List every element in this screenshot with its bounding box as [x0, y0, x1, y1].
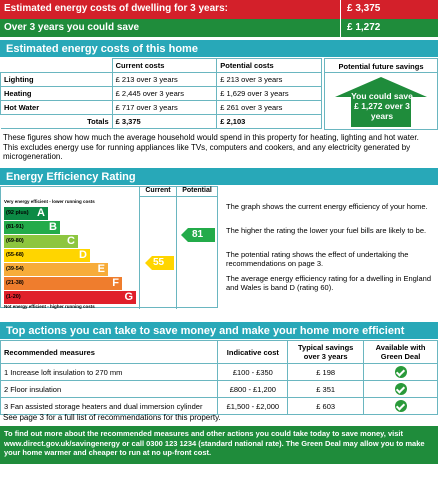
estimated-cost-label: Estimated energy costs of dwelling for 3 years: — [4, 3, 228, 14]
total-current: £ 3,375 — [112, 115, 217, 129]
actions-table — [0, 340, 438, 415]
actions-col-cost: Indicative cost — [218, 341, 288, 364]
eer-col-current: Current — [140, 187, 176, 197]
potential-future-savings-box — [324, 58, 438, 130]
check-icon — [395, 400, 407, 412]
eer-chart — [0, 186, 218, 308]
cost-row-label: Lighting — [1, 73, 113, 87]
green-deal-footer: To find out more about the recommended measures and other actions you could take today to save money, visit www.direct.gov.uk/savingenergy or call 0300 123 1234 (standard national rate). The Green Deal may allow you to make your home warmer and cheaper to run at no up-front cost. — [0, 426, 438, 464]
eer-text-1: The graph shows the current energy efficiency of your home. — [226, 202, 428, 211]
action-cost: £100 - £350 — [218, 364, 288, 381]
band-d: (55-68) D — [4, 249, 90, 262]
table-row — [1, 381, 438, 398]
band-f: (21-38) F — [4, 277, 122, 290]
cost-row-current: £ 717 over 3 years — [112, 101, 217, 115]
savings-label: Over 3 years you could save — [4, 22, 140, 33]
actions-col-savings: Typical savings over 3 years — [288, 341, 364, 364]
action-cost: £800 - £1,200 — [218, 381, 288, 398]
action-savings: £ 351 — [288, 381, 364, 398]
eer-text-2: The higher the rating the lower your fuel bills are likely to be. — [226, 226, 427, 235]
costs-col-potential: Potential costs — [217, 59, 322, 73]
check-icon — [395, 383, 407, 395]
band-e: (39-54) E — [4, 263, 108, 276]
savings-bar — [0, 19, 438, 37]
current-rating-value: 55 — [153, 257, 165, 268]
action-measure: 2 Floor insulation — [1, 381, 218, 398]
band-c: (69-80) C — [4, 235, 78, 248]
check-icon — [395, 366, 407, 378]
eer-top-note: Very energy efficient - lower running costs — [4, 199, 95, 204]
table-row — [1, 87, 322, 101]
cost-row-potential: £ 261 over 3 years — [217, 101, 322, 115]
table-row — [1, 101, 322, 115]
table-row — [1, 398, 438, 415]
action-cost: £1,500 - £2,000 — [218, 398, 288, 415]
eer-section — [0, 186, 438, 310]
estimated-cost-bar — [0, 0, 438, 19]
cost-row-potential: £ 213 over 3 years — [217, 73, 322, 87]
eer-heading: Energy Efficiency Rating — [0, 168, 438, 185]
action-measure: 1 Increase loft insulation to 270 mm — [1, 364, 218, 381]
potential-rating-value: 81 — [192, 229, 204, 240]
band-b: (81-91) B — [4, 221, 60, 234]
actions-col-measure: Recommended measures — [1, 341, 218, 364]
see-page-note: See page 3 for a full list of recommendations for this property. — [3, 413, 221, 422]
costs-table — [0, 58, 322, 129]
eer-bottom-note: Not energy efficient - higher running costs — [4, 304, 95, 309]
band-a: (92 plus) A — [4, 207, 48, 220]
costs-description: These figures show how much the average household would spend in this property for heating, lighting and hot water. This excludes energy use for running appliances like TVs, computers and cookers, and any electricity generated by microgeneration. — [3, 133, 419, 161]
eer-text-4: The average energy efficiency rating for a dwelling in England and Wales is band D (rating 60). — [226, 274, 431, 292]
action-savings: £ 198 — [288, 364, 364, 381]
cost-row-potential: £ 1,629 over 3 years — [217, 87, 322, 101]
cost-row-label: Hot Water — [1, 101, 113, 115]
savings-value: £ 1,272 — [340, 19, 380, 37]
action-measure: 3 Fan assisted storage heaters and dual immersion cylinder — [1, 398, 218, 415]
costs-col-current: Current costs — [112, 59, 217, 73]
table-row — [1, 115, 322, 129]
actions-col-green-deal: Available with Green Deal — [364, 341, 438, 364]
cost-row-label: Heating — [1, 87, 113, 101]
pfs-heading: Potential future savings — [325, 59, 437, 73]
total-potential: £ 2,103 — [217, 115, 322, 129]
pfs-text: You could save £ 1,272 over 3 years — [351, 91, 413, 121]
eer-col-potential: Potential — [177, 187, 217, 197]
cost-row-current: £ 213 over 3 years — [112, 73, 217, 87]
table-row — [1, 364, 438, 381]
costs-heading: Estimated energy costs of this home — [0, 40, 438, 57]
cost-row-current: £ 2,445 over 3 years — [112, 87, 217, 101]
action-savings: £ 603 — [288, 398, 364, 415]
table-row — [1, 73, 322, 87]
eer-text-3: The potential rating shows the effect of undertaking the recommendations on page 3. — [226, 250, 409, 268]
totals-label: Totals — [1, 115, 113, 129]
estimated-cost-value: £ 3,375 — [340, 0, 380, 19]
band-g: (1-20) G — [4, 291, 136, 304]
actions-heading: Top actions you can take to save money and make your home more efficient — [0, 322, 438, 339]
